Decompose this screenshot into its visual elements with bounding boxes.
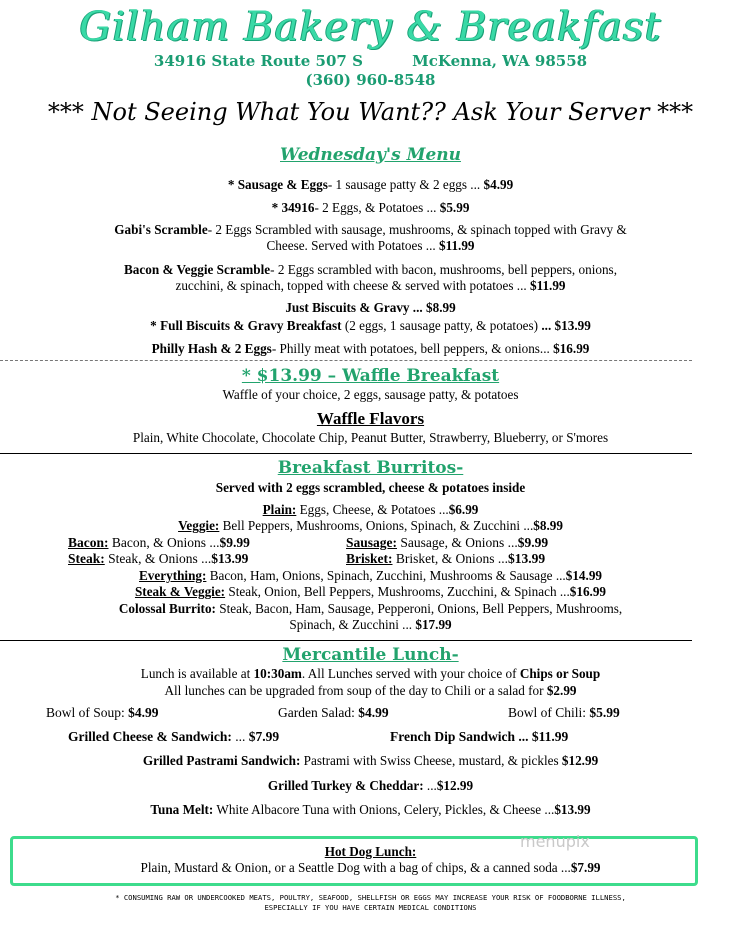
item-name: Grilled Cheese & Sandwich: bbox=[68, 729, 232, 744]
burrito-plain bbox=[0, 502, 741, 518]
restaurant-title: Gilham Bakery & Breakfast bbox=[79, 4, 662, 50]
item-price: $5.99 bbox=[589, 705, 620, 720]
hot-dog-description bbox=[0, 860, 741, 876]
item-price: $17.99 bbox=[415, 617, 452, 632]
item-price: ... $13.99 bbox=[541, 318, 591, 333]
item-name: Brisket: bbox=[346, 551, 393, 566]
burrito-colossal bbox=[0, 601, 741, 617]
hot-dog-heading: Hot Dog Lunch: bbox=[324, 844, 417, 859]
menupix-watermark: menupix bbox=[520, 832, 590, 851]
item-price: $8.99 bbox=[426, 300, 456, 315]
item-price: $4.99 bbox=[483, 177, 514, 192]
item-name: Philly Hash & 2 Eggs bbox=[151, 341, 272, 356]
lunch-time: 10:30am bbox=[253, 666, 302, 681]
item-name: Colossal Burrito: bbox=[118, 601, 216, 616]
item-name: Plain: bbox=[262, 502, 297, 517]
burrito-steak bbox=[68, 551, 248, 567]
breakfast-burritos-heading: Breakfast Burritos- bbox=[277, 458, 464, 478]
item-price: $11.99 bbox=[529, 278, 566, 293]
grilled-turkey-cheddar bbox=[0, 778, 741, 794]
item-desc: Cheese. Served with Potatoes ... bbox=[266, 238, 439, 253]
item-desc: Steak, Bacon, Ham, Sausage, Pepperoni, Onions, Bell Peppers, Mushrooms, bbox=[215, 601, 623, 616]
item-desc: Eggs, Cheese, & Potatoes ... bbox=[296, 502, 449, 517]
item-name: Sausage: bbox=[346, 535, 398, 550]
item-desc: ... bbox=[423, 778, 437, 793]
lunch-upgrade bbox=[0, 683, 741, 699]
burrito-brisket bbox=[346, 551, 545, 567]
grilled-pastrami-sandwich bbox=[0, 753, 741, 769]
item-desc: Pastrami with Swiss Cheese, mustard, & pickles bbox=[300, 753, 562, 768]
item-desc: Bell Peppers, Mushrooms, Onions, Spinach, & Zucchini ... bbox=[219, 518, 534, 533]
waffle-flavors-title: Waffle Flavors bbox=[316, 409, 425, 428]
food-safety-disclaimer bbox=[0, 893, 741, 913]
item-desc: White Albacore Tuna with Onions, Celery, Pickles, & Cheese ... bbox=[213, 802, 555, 817]
chips-or-soup: Chips or Soup bbox=[519, 666, 601, 681]
burrito-colossal-cont bbox=[0, 617, 741, 633]
item-price: $13.99 bbox=[508, 551, 546, 566]
item-name: Steak: bbox=[68, 551, 105, 566]
address bbox=[0, 52, 741, 70]
phone-number[interactable]: (360) 960-8548 bbox=[305, 71, 436, 89]
french-dip-sandwich bbox=[390, 729, 568, 745]
menu-item-just-biscuits bbox=[0, 300, 741, 316]
item-price: $9.99 bbox=[517, 535, 549, 550]
bowl-of-soup bbox=[46, 705, 159, 721]
item-price: $13.99 bbox=[554, 802, 591, 817]
bowl-of-chili bbox=[508, 705, 620, 721]
section-divider bbox=[0, 640, 692, 641]
menu-item-bacon-veggie-scramble bbox=[0, 262, 741, 278]
grilled-cheese-sandwich bbox=[68, 729, 279, 745]
lunch-availability bbox=[0, 666, 741, 682]
menu-item-full-biscuits bbox=[0, 318, 741, 334]
burrito-sausage bbox=[346, 535, 548, 551]
item-price: $7.99 bbox=[570, 860, 601, 875]
item-desc: Bacon, & Onions ... bbox=[108, 535, 220, 550]
item-name: * Full Biscuits & Gravy Breakfast bbox=[150, 318, 342, 333]
item-desc: Bacon, Ham, Onions, Spinach, Zucchini, Mushrooms & Sausage ... bbox=[206, 568, 566, 583]
waffle-description: Waffle of your choice, 2 eggs, sausage patty, & potatoes bbox=[222, 387, 519, 402]
item-desc: Spinach, & Zucchini ... bbox=[289, 617, 416, 632]
burrito-bacon bbox=[68, 535, 250, 551]
item-name: * Sausage & Eggs bbox=[227, 177, 328, 192]
section-divider bbox=[0, 453, 692, 454]
disclaimer-line: ESPECIALLY IF YOU HAVE CERTAIN MEDICAL CONDITIONS bbox=[264, 903, 477, 912]
waffle-flavors-list: Plain, White Chocolate, Chocolate Chip, Peanut Butter, Strawberry, Blueberry, or S'mores bbox=[132, 430, 609, 445]
item-price: $12.99 bbox=[561, 753, 599, 768]
city-address: McKenna, WA 98558 bbox=[412, 52, 588, 70]
disclaimer-line: * CONSUMING RAW OR UNDERCOOKED MEATS, POULTRY, SEAFOOD, SHELLFISH OR EGGS MAY INCREASE YOUR RISK OF FOODBORNE ILLNESS, bbox=[115, 893, 626, 902]
item-price: $7.99 bbox=[248, 729, 280, 744]
item-price: $11.99 bbox=[438, 238, 475, 253]
item-desc: Plain, Mustard & Onion, or a Seattle Dog with a bag of chips, & a canned soda ... bbox=[140, 860, 571, 875]
item-desc: - 2 Eggs, & Potatoes ... bbox=[314, 200, 440, 215]
item-desc: - 2 Eggs scrambled with bacon, mushrooms, bell peppers, onions, bbox=[270, 262, 617, 277]
item-name: Bacon: bbox=[68, 535, 109, 550]
item-price: $8.99 bbox=[533, 518, 563, 533]
section-divider bbox=[0, 360, 692, 361]
item-desc: Brisket, & Onions ... bbox=[392, 551, 509, 566]
menu-item-gabis-scramble-cont bbox=[0, 238, 741, 254]
item-name: Garden Salad: bbox=[278, 705, 359, 720]
item-price: $9.99 bbox=[219, 535, 250, 550]
item-desc: zucchini, & spinach, topped with cheese & served with potatoes ... bbox=[175, 278, 530, 293]
item-name: * 34916 bbox=[271, 200, 315, 215]
item-name: Bowl of Chili: bbox=[508, 705, 590, 720]
item-desc: ... bbox=[231, 729, 249, 744]
item-name: Just Biscuits & Gravy ... bbox=[285, 300, 426, 315]
item-desc: - Philly meat with potatoes, bell peppers, & onions... bbox=[271, 341, 554, 356]
item-name: Everything: bbox=[139, 568, 207, 583]
item-name: French Dip Sandwich ... bbox=[390, 729, 529, 744]
item-desc: Sausage, & Onions ... bbox=[397, 535, 518, 550]
item-name: Steak & Veggie: bbox=[134, 584, 226, 599]
burrito-everything bbox=[0, 568, 741, 584]
item-price: $12.99 bbox=[436, 778, 474, 793]
item-name: Grilled Pastrami Sandwich: bbox=[142, 753, 301, 768]
item-desc: Steak, Onion, Bell Peppers, Mushrooms, Zucchini, & Spinach ... bbox=[225, 584, 570, 599]
menu-item-gabis-scramble bbox=[0, 222, 741, 238]
item-price: $14.99 bbox=[565, 568, 602, 583]
menu-item-34916 bbox=[0, 200, 741, 216]
wednesday-menu-heading: Wednesday's Menu bbox=[280, 145, 461, 165]
item-desc: (2 eggs, 1 sausage patty, & potatoes) bbox=[341, 318, 542, 333]
item-price: $16.99 bbox=[569, 584, 607, 599]
item-desc: Steak, & Onions ... bbox=[104, 551, 212, 566]
item-name: Gabi's Scramble bbox=[114, 222, 208, 237]
item-price: $4.99 bbox=[358, 705, 389, 720]
item-name: Tuna Melt: bbox=[150, 802, 214, 817]
item-price: $16.99 bbox=[553, 341, 590, 356]
item-desc: - 1 sausage patty & 2 eggs ... bbox=[327, 177, 484, 192]
item-name: Bowl of Soup: bbox=[46, 705, 129, 720]
tuna-melt bbox=[0, 802, 741, 818]
street-address: 34916 State Route 507 S bbox=[153, 52, 363, 70]
burritos-subtitle: Served with 2 eggs scrambled, cheese & potatoes inside bbox=[215, 480, 526, 495]
item-name: Veggie: bbox=[178, 518, 220, 533]
item-price: $6.99 bbox=[448, 502, 479, 517]
item-price: $13.99 bbox=[211, 551, 249, 566]
text: All lunches can be upgraded from soup of the day to Chili or a salad for bbox=[164, 683, 547, 698]
garden-salad bbox=[278, 705, 389, 721]
ask-server-tagline: *** Not Seeing What You Want?? Ask Your Server *** bbox=[47, 98, 694, 126]
item-name: Grilled Turkey & Cheddar: bbox=[267, 778, 424, 793]
text: . All Lunches served with your choice of bbox=[301, 666, 520, 681]
upgrade-price: $2.99 bbox=[546, 683, 577, 698]
text: Lunch is available at bbox=[140, 666, 254, 681]
item-price: $5.99 bbox=[439, 200, 470, 215]
menu-item-sausage-eggs bbox=[0, 177, 741, 193]
menu-item-philly-hash bbox=[0, 341, 741, 357]
waffle-breakfast-heading: * $13.99 – Waffle Breakfast bbox=[241, 366, 500, 386]
item-price: $11.99 bbox=[528, 729, 569, 744]
item-price: $4.99 bbox=[128, 705, 159, 720]
burrito-steak-veggie bbox=[0, 584, 741, 600]
item-desc: - 2 Eggs Scrambled with sausage, mushrooms, & spinach topped with Gravy & bbox=[207, 222, 627, 237]
menu-item-bacon-veggie-cont bbox=[0, 278, 741, 294]
burrito-veggie bbox=[0, 518, 741, 534]
item-name: Bacon & Veggie Scramble bbox=[123, 262, 271, 277]
mercantile-lunch-heading: Mercantile Lunch- bbox=[282, 645, 459, 665]
